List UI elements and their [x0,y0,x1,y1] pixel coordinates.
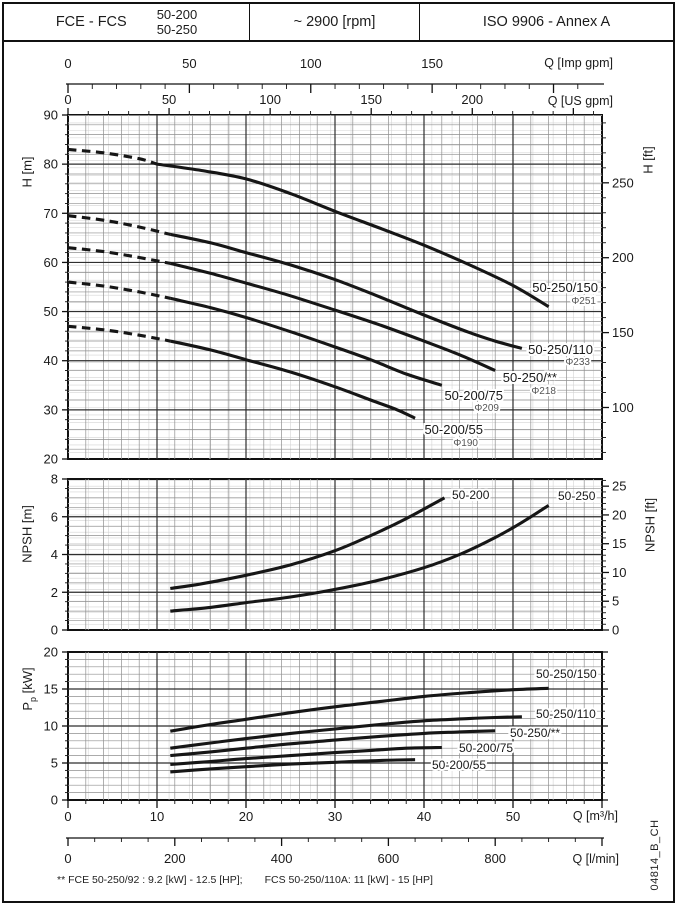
curve-50-250-150-dashed [68,149,157,164]
curve-50-250-110-label: 50-250/110 [528,342,593,357]
head-left-tick-label: 30 [43,402,58,418]
curve-50-200-55-label: 50-200/55 [432,758,487,772]
pump-size-1: 50-200 [156,7,198,22]
axis-title-npsh-m: NPSH [m] [19,505,35,563]
curve-50-250-150-diameter-label: Φ251 [571,296,596,307]
head-right-tick-label: 150 [612,325,634,341]
head-right-tick-label: 250 [612,175,634,191]
footnote-part2: FCS 50-250/110A: 11 [kW] - 15 [HP] [264,874,433,886]
curve-50-200-75-diameter-label: Φ209 [474,403,499,414]
axis-title-npsh-ft: NPSH [ft] [642,497,658,553]
curve-50-200-55 [170,341,415,418]
head-left-tick-label: 50 [43,304,58,320]
npsh-right-axis [602,479,626,638]
npsh-left-tick-label: 4 [50,547,58,562]
curve-50-200-75-label: 50-200/75 [459,741,514,755]
npsh-left-axis [51,472,68,638]
m3h-tick-label: 40 [416,809,432,824]
pump-size-2: 50-250 [156,22,198,37]
head-left-tick-label: 90 [43,107,58,123]
npsh-right-tick-label: 20 [612,507,627,523]
us-gpm-tick-label: 0 [64,92,72,107]
head-left-axis [44,108,68,467]
npsh-left-tick-label: 8 [50,471,58,487]
imp-gpm-tick-label: 50 [182,56,197,71]
m3h-tick-label: 50 [505,809,521,824]
head-curves [68,149,598,449]
us-gpm-tick-label: 100 [259,92,281,107]
imp-gpm-scale [64,56,604,93]
m3h-tick-label: 0 [64,809,72,824]
curve-50-250-110-diameter-label: Φ233 [565,357,590,368]
head-left-tick-label: 70 [43,205,58,221]
npsh-right-tick-label: 25 [612,478,627,494]
lmin-tick-label: 200 [163,851,186,866]
npsh-right-tick-label: 0 [612,622,620,638]
test-standard: ISO 9906 - Annex A [482,14,611,30]
imp-gpm-tick-label: 0 [64,56,72,71]
document-code: 04814_B_CH [649,819,661,891]
head-left-tick-label: 60 [43,254,58,270]
curve-50-200-label: 50-200 [452,488,490,502]
power-right-axis [602,652,608,800]
head-left-tick-label: 80 [43,156,58,172]
curve-50-250--diameter-label: Φ218 [531,386,556,397]
m3h-tick-label: 10 [149,809,165,824]
imp-gpm-tick-label: 100 [299,56,322,71]
footnote [57,874,433,886]
power-left-axis [44,645,68,808]
curve-50-200-75-label: 50-200/75 [444,388,503,403]
npsh-right-tick-label: 15 [612,536,627,552]
axis-title-power-kw: $P_p$ [kW] [20,667,38,711]
axis-unit-lmin: Q [l/min] [572,852,619,866]
curve-50-250-150-label: 50-250/150 [536,667,597,681]
m3h-tick-label: 30 [327,809,343,824]
curve-50-250-150 [170,688,548,731]
head-right-tick-label: 100 [612,399,634,415]
curve-50-200-55-dashed [68,326,170,341]
npsh-left-tick-label: 2 [50,584,58,600]
pump-family: FCE - FCS [55,14,127,30]
lmin-tick-label: 600 [377,851,400,866]
power-left-tick-label: 10 [43,718,58,734]
axis-title-head-m: H [m] [19,156,35,188]
imp-gpm-tick-label: 150 [421,56,443,71]
axis-unit-imp-gpm: Q [Imp gpm] [544,56,613,70]
head-left-tick-label: 40 [43,353,58,369]
us-gpm-scale [64,92,593,115]
power-left-tick-label: 20 [43,644,58,660]
npsh-left-tick-label: 6 [50,509,58,525]
npsh-left-tick-label: 0 [50,622,58,638]
us-gpm-tick-label: 200 [461,92,484,107]
curve-50-250-110-dashed [68,216,170,235]
us-gpm-tick-label: 150 [360,92,383,107]
curve-50-250--label: 50-250/** [510,726,561,740]
m3h-tick-label: 20 [238,809,254,824]
curve-50-200-75-dashed [68,282,170,298]
curve-50-250--label: 50-250/** [502,370,557,385]
lmin-scale [64,838,604,866]
lmin-tick-label: 800 [484,851,507,866]
pump-speed: ~ 2900 [rpm] [293,14,376,30]
head-right-axis [602,123,634,453]
curve-50-250-150-label: 50-250/150 [532,280,598,295]
power-left-tick-label: 0 [50,792,58,808]
m3h-scale [64,800,602,824]
axis-unit-us-gpm: Q [US gpm] [547,94,613,108]
npsh-right-tick-label: 5 [612,593,620,609]
axis-title-head-ft: H [ft] [640,146,656,174]
axis-unit-m3h: Q [m³/h] [572,809,618,823]
power-left-tick-label: 5 [50,755,58,771]
curve-50-250-label: 50-250 [558,489,596,503]
us-gpm-tick-label: 50 [161,92,177,107]
footnote-part1: ** FCE 50-250/92 : 9.2 [kW] - 12.5 [HP]; [57,874,243,886]
curve-50-250-110-label: 50-250/110 [536,707,596,721]
npsh-right-tick-label: 10 [612,564,627,580]
curve-50-200-55-diameter-label: Φ190 [453,438,478,449]
power-left-tick-label: 15 [43,681,58,697]
curve-50-200-55-label: 50-200/55 [424,422,483,437]
lmin-tick-label: 0 [64,851,72,866]
lmin-tick-label: 400 [270,851,293,866]
head-left-tick-label: 20 [43,451,58,467]
npsh-grid-major [68,479,602,630]
head-right-tick-label: 200 [612,250,634,266]
